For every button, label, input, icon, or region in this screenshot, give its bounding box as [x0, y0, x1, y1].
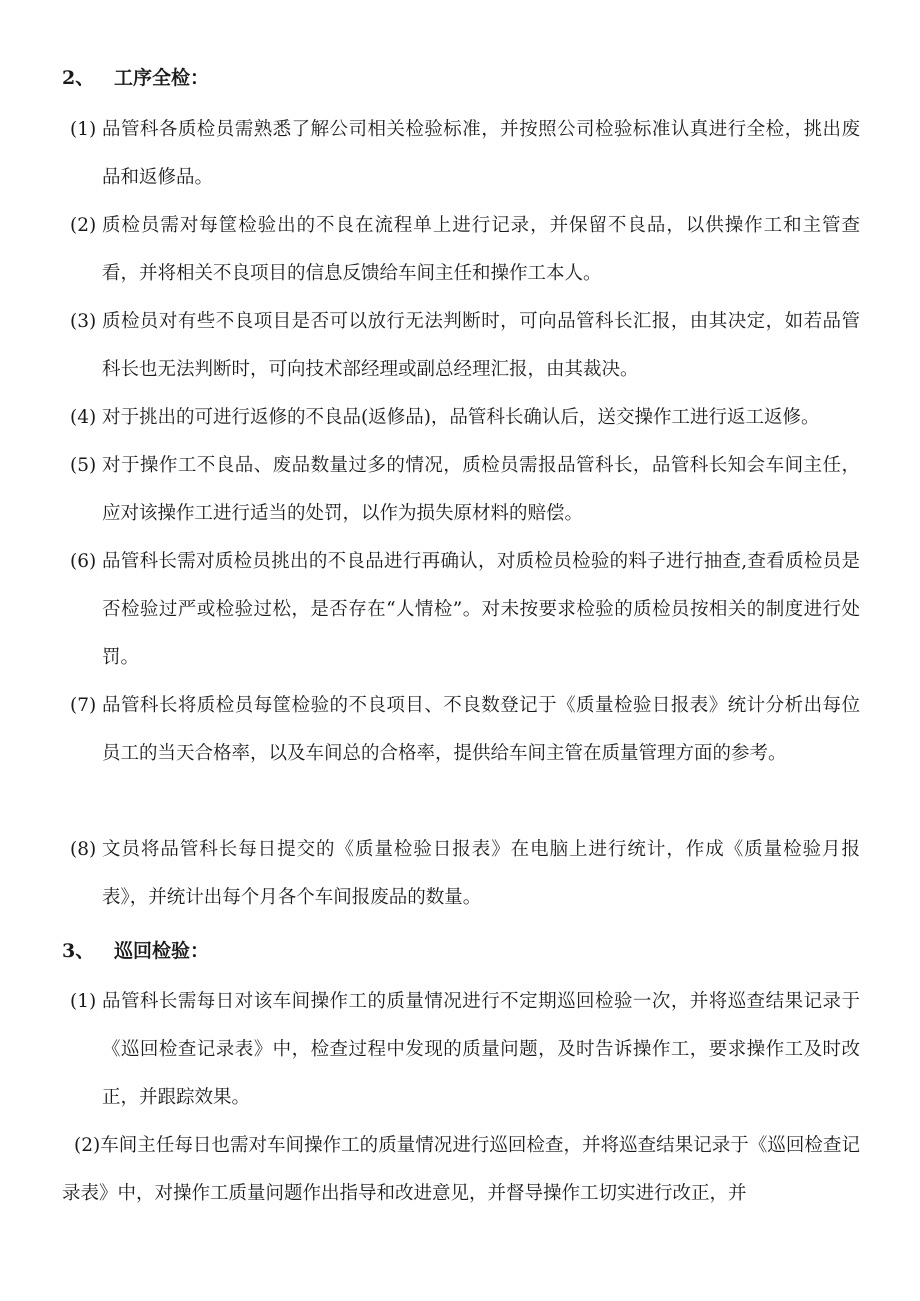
list-item [70, 826, 860, 922]
list-item [70, 442, 860, 538]
section-number: 2、 [62, 67, 95, 89]
list-item [70, 298, 860, 394]
item-marker: (6) [70, 551, 97, 572]
item-text: 品管科长需对质检员挑出的不良品进行再确认，对质检员检验的料子进行抽查,查看质检员是否检验过严或检验过松，是否存在“人情检”。对未按要求检验的质检员按相关的制度进行处罚。 [102, 551, 860, 668]
item-body: 车间主任每日也需对车间操作工的质量情况进行巡回检查，并将巡查结果记录于《巡回检查记录表》中，对操作工质量问题作出指导和改进意见，并督导操作工切实进行改正，并 [62, 1135, 860, 1204]
list-item [62, 1122, 860, 1218]
section-title: 巡回检验： [114, 940, 210, 962]
item-marker: (2) [70, 215, 97, 236]
item-marker: (2) [74, 1135, 101, 1156]
item-marker: (1) [70, 119, 97, 140]
item-text: 品管科长需每日对该车间操作工的质量情况进行不定期巡回检验一次，并将巡查结果记录于《巡回检查记录表》中，检查过程中发现的质量问题，及时告诉操作工，要求操作工及时改正，并跟踪效果。 [102, 991, 860, 1108]
item-text: 质检员对有些不良项目是否可以放行无法判断时，可向品管科长汇报，由其决定，如若品管科长也无法判断时，可向技术部经理或副总经理汇报，由其裁决。 [102, 311, 860, 380]
item-marker: (5) [70, 455, 97, 476]
item-text: 质检员需对每筐检验出的不良在流程单上进行记录，并保留不良品，以供操作工和主管查看，并将相关不良项目的信息反馈给车间主任和操作工本人。 [102, 215, 860, 284]
section-heading [62, 937, 209, 965]
item-marker: (8) [70, 839, 97, 860]
section-number: 3、 [62, 940, 95, 962]
list-item [70, 106, 860, 202]
item-marker: (1) [70, 991, 97, 1012]
item-marker: (4) [70, 407, 97, 428]
list-item [70, 538, 860, 682]
section-heading [62, 64, 209, 92]
list-item [70, 202, 860, 298]
item-text: 文员将品管科长每日提交的《质量检验日报表》在电脑上进行统计，作成《质量检验月报表》，并统计出每个月各个车间报废品的数量。 [102, 839, 860, 908]
item-marker: (3) [70, 311, 97, 332]
item-text: 对于操作工不良品、废品数量过多的情况，质检员需报品管科长，品管科长知会车间主任，应对该操作工进行适当的处罚，以作为损失原材料的赔偿。 [102, 455, 860, 524]
list-item [70, 682, 860, 778]
item-text [62, 1122, 860, 1218]
item-text: 品管科长将质检员每筐检验的不良项目、不良数登记于《质量检验日报表》统计分析出每位员工的当天合格率，以及车间总的合格率，提供给车间主管在质量管理方面的参考。 [102, 695, 860, 764]
section-title: 工序全检： [114, 67, 210, 89]
list-item [70, 978, 860, 1122]
item-text: 品管科各质检员需熟悉了解公司相关检验标准，并按照公司检验标准认真进行全检，挑出废品和返修品。 [102, 119, 860, 188]
item-text: 对于挑出的可进行返修的不良品(返修品)，品管科长确认后，送交操作工进行返工返修。 [102, 407, 820, 428]
item-marker: (7) [70, 695, 97, 716]
list-item [70, 394, 860, 442]
